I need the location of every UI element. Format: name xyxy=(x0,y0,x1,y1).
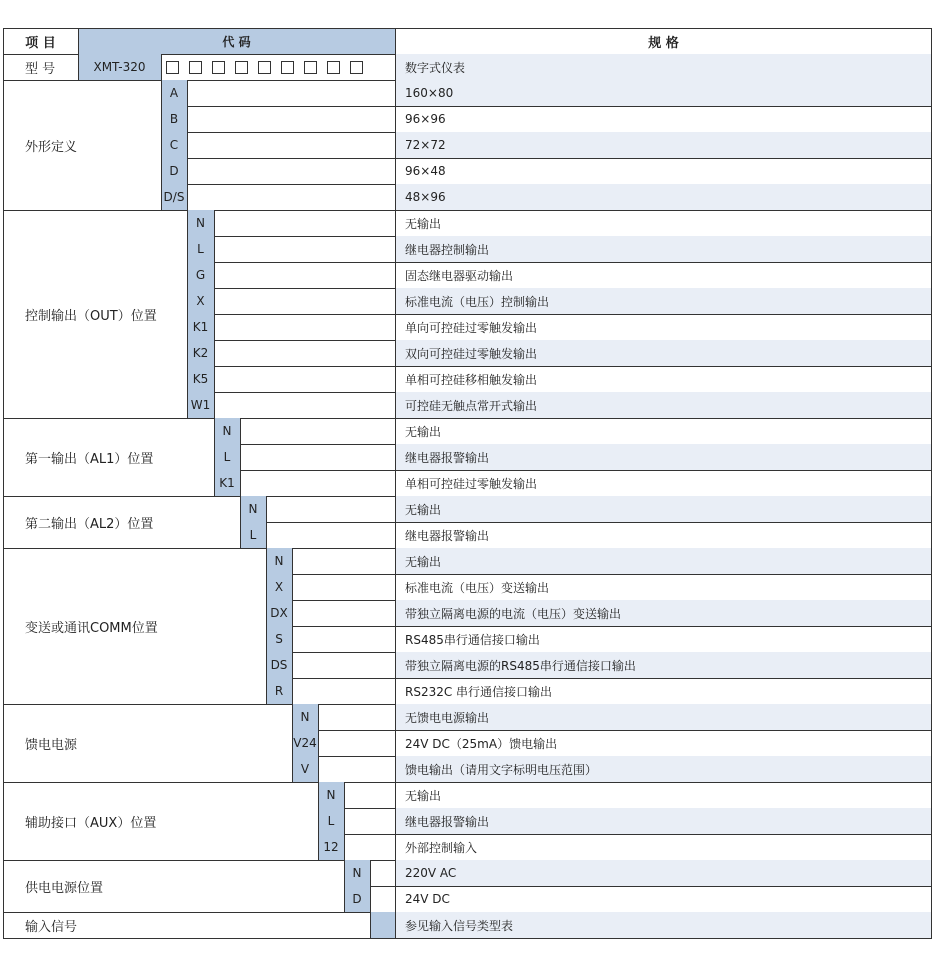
code-cell: L xyxy=(187,236,214,262)
spec-text: 24V DC（25mA）馈电输出 xyxy=(405,736,558,751)
code-cell: K5 xyxy=(187,366,214,392)
header-code: 代 码 xyxy=(78,28,395,54)
spec-text: 馈电输出（请用文字标明电压范围） xyxy=(395,756,932,782)
group-label: 馈电电源 xyxy=(25,737,78,753)
group-label: 输入信号 xyxy=(25,919,78,935)
code-cell: K1 xyxy=(214,470,240,496)
spec-text: 无输出 xyxy=(405,424,442,439)
header-item: 项 目 xyxy=(25,35,56,51)
code-cell: DX xyxy=(266,600,292,626)
code-cell: W1 xyxy=(187,392,214,418)
spec-text: 标准电流（电压）变送输出 xyxy=(405,580,550,595)
code-cell: K1 xyxy=(187,314,214,340)
group-label: 供电电源位置 xyxy=(25,880,104,896)
code-cell: N xyxy=(214,418,240,444)
spec-text: 固态继电器驱动输出 xyxy=(405,268,514,283)
model-code-boxes xyxy=(161,54,395,80)
code-cell: L xyxy=(214,444,240,470)
spec-text: 24V DC xyxy=(405,892,450,906)
spec-text: 标准电流（电压）控制输出 xyxy=(395,288,932,314)
spec-text: 220V AC xyxy=(395,860,932,886)
spec-text: 双向可控硅过零触发输出 xyxy=(395,340,932,366)
spec-text: 单相可控硅移相触发输出 xyxy=(405,372,538,387)
group-label: 控制输出（OUT）位置 xyxy=(25,308,157,324)
code-cell: V xyxy=(292,756,318,782)
code-cell: 12 xyxy=(318,834,344,860)
code-cell: X xyxy=(266,574,292,600)
code-cell: V24 xyxy=(292,730,318,756)
group-label: 变送或通讯COMM位置 xyxy=(25,620,158,636)
spec-text: RS485串行通信接口输出 xyxy=(405,632,540,647)
code-cell: N xyxy=(240,496,266,522)
model-code: XMT-320 xyxy=(78,54,161,80)
code-cell: D xyxy=(344,886,370,912)
spec-text: 96×96 xyxy=(405,112,446,126)
spec-text: 48×96 xyxy=(395,184,932,210)
code-cell: N xyxy=(187,210,214,236)
spec-text: 无输出 xyxy=(395,496,932,522)
group-label: 第二输出（AL2）位置 xyxy=(25,516,154,532)
code-cell: R xyxy=(266,678,292,704)
spec-text: RS232C 串行通信接口输出 xyxy=(405,684,553,699)
code-cell: K2 xyxy=(187,340,214,366)
spec-text: 继电器报警输出 xyxy=(395,444,932,470)
spec-text: 继电器控制输出 xyxy=(395,236,932,262)
group-label: 辅助接口（AUX）位置 xyxy=(25,815,157,831)
code-box xyxy=(212,61,225,74)
code-box xyxy=(304,61,317,74)
code-cell: D/S xyxy=(161,184,187,210)
spec-text: 可控硅无触点常开式输出 xyxy=(395,392,932,418)
code-box xyxy=(189,61,202,74)
code-cell: C xyxy=(161,132,187,158)
code-cell: B xyxy=(161,106,187,132)
spec-text: 96×48 xyxy=(405,164,446,178)
group-label: 第一输出（AL1）位置 xyxy=(25,451,154,467)
code-cell: X xyxy=(187,288,214,314)
code-box xyxy=(166,61,179,74)
spec-text: 单相可控硅过零触发输出 xyxy=(405,476,538,491)
spec-text: 参见输入信号类型表 xyxy=(395,912,932,938)
spec-text: 外部控制输入 xyxy=(405,840,478,855)
spec-text: 160×80 xyxy=(395,80,932,106)
code-box xyxy=(350,61,363,74)
spec-text: 继电器报警输出 xyxy=(395,808,932,834)
spec-text: 单向可控硅过零触发输出 xyxy=(405,320,538,335)
code-cell: DS xyxy=(266,652,292,678)
spec-text: 带独立隔离电源的RS485串行通信接口输出 xyxy=(395,652,932,678)
code-cell: S xyxy=(266,626,292,652)
code-cell: N xyxy=(266,548,292,574)
spec-text: 无输出 xyxy=(405,788,442,803)
code-cell: N xyxy=(292,704,318,730)
code-cell: D xyxy=(161,158,187,184)
code-cell: A xyxy=(161,80,187,106)
code-box xyxy=(235,61,248,74)
code-cell: G xyxy=(187,262,214,288)
code-cell: L xyxy=(318,808,344,834)
code-box xyxy=(327,61,340,74)
spec-text: 无输出 xyxy=(395,548,932,574)
spec-text: 数字式仪表 xyxy=(395,54,932,80)
spec-text: 带独立隔离电源的电流（电压）变送输出 xyxy=(395,600,932,626)
spec-text: 无输出 xyxy=(405,216,442,231)
spec-text: 继电器报警输出 xyxy=(405,528,490,543)
code-cell xyxy=(370,912,395,938)
code-cell: N xyxy=(318,782,344,808)
code-cell: L xyxy=(240,522,266,548)
spec-text: 无馈电电源输出 xyxy=(395,704,932,730)
group-label: 外形定义 xyxy=(25,139,78,155)
code-box xyxy=(281,61,294,74)
code-box xyxy=(258,61,271,74)
header-spec: 规 格 xyxy=(648,35,679,51)
spec-text: 72×72 xyxy=(395,132,932,158)
code-cell: N xyxy=(344,860,370,886)
model-label: 型 号 xyxy=(25,61,56,77)
